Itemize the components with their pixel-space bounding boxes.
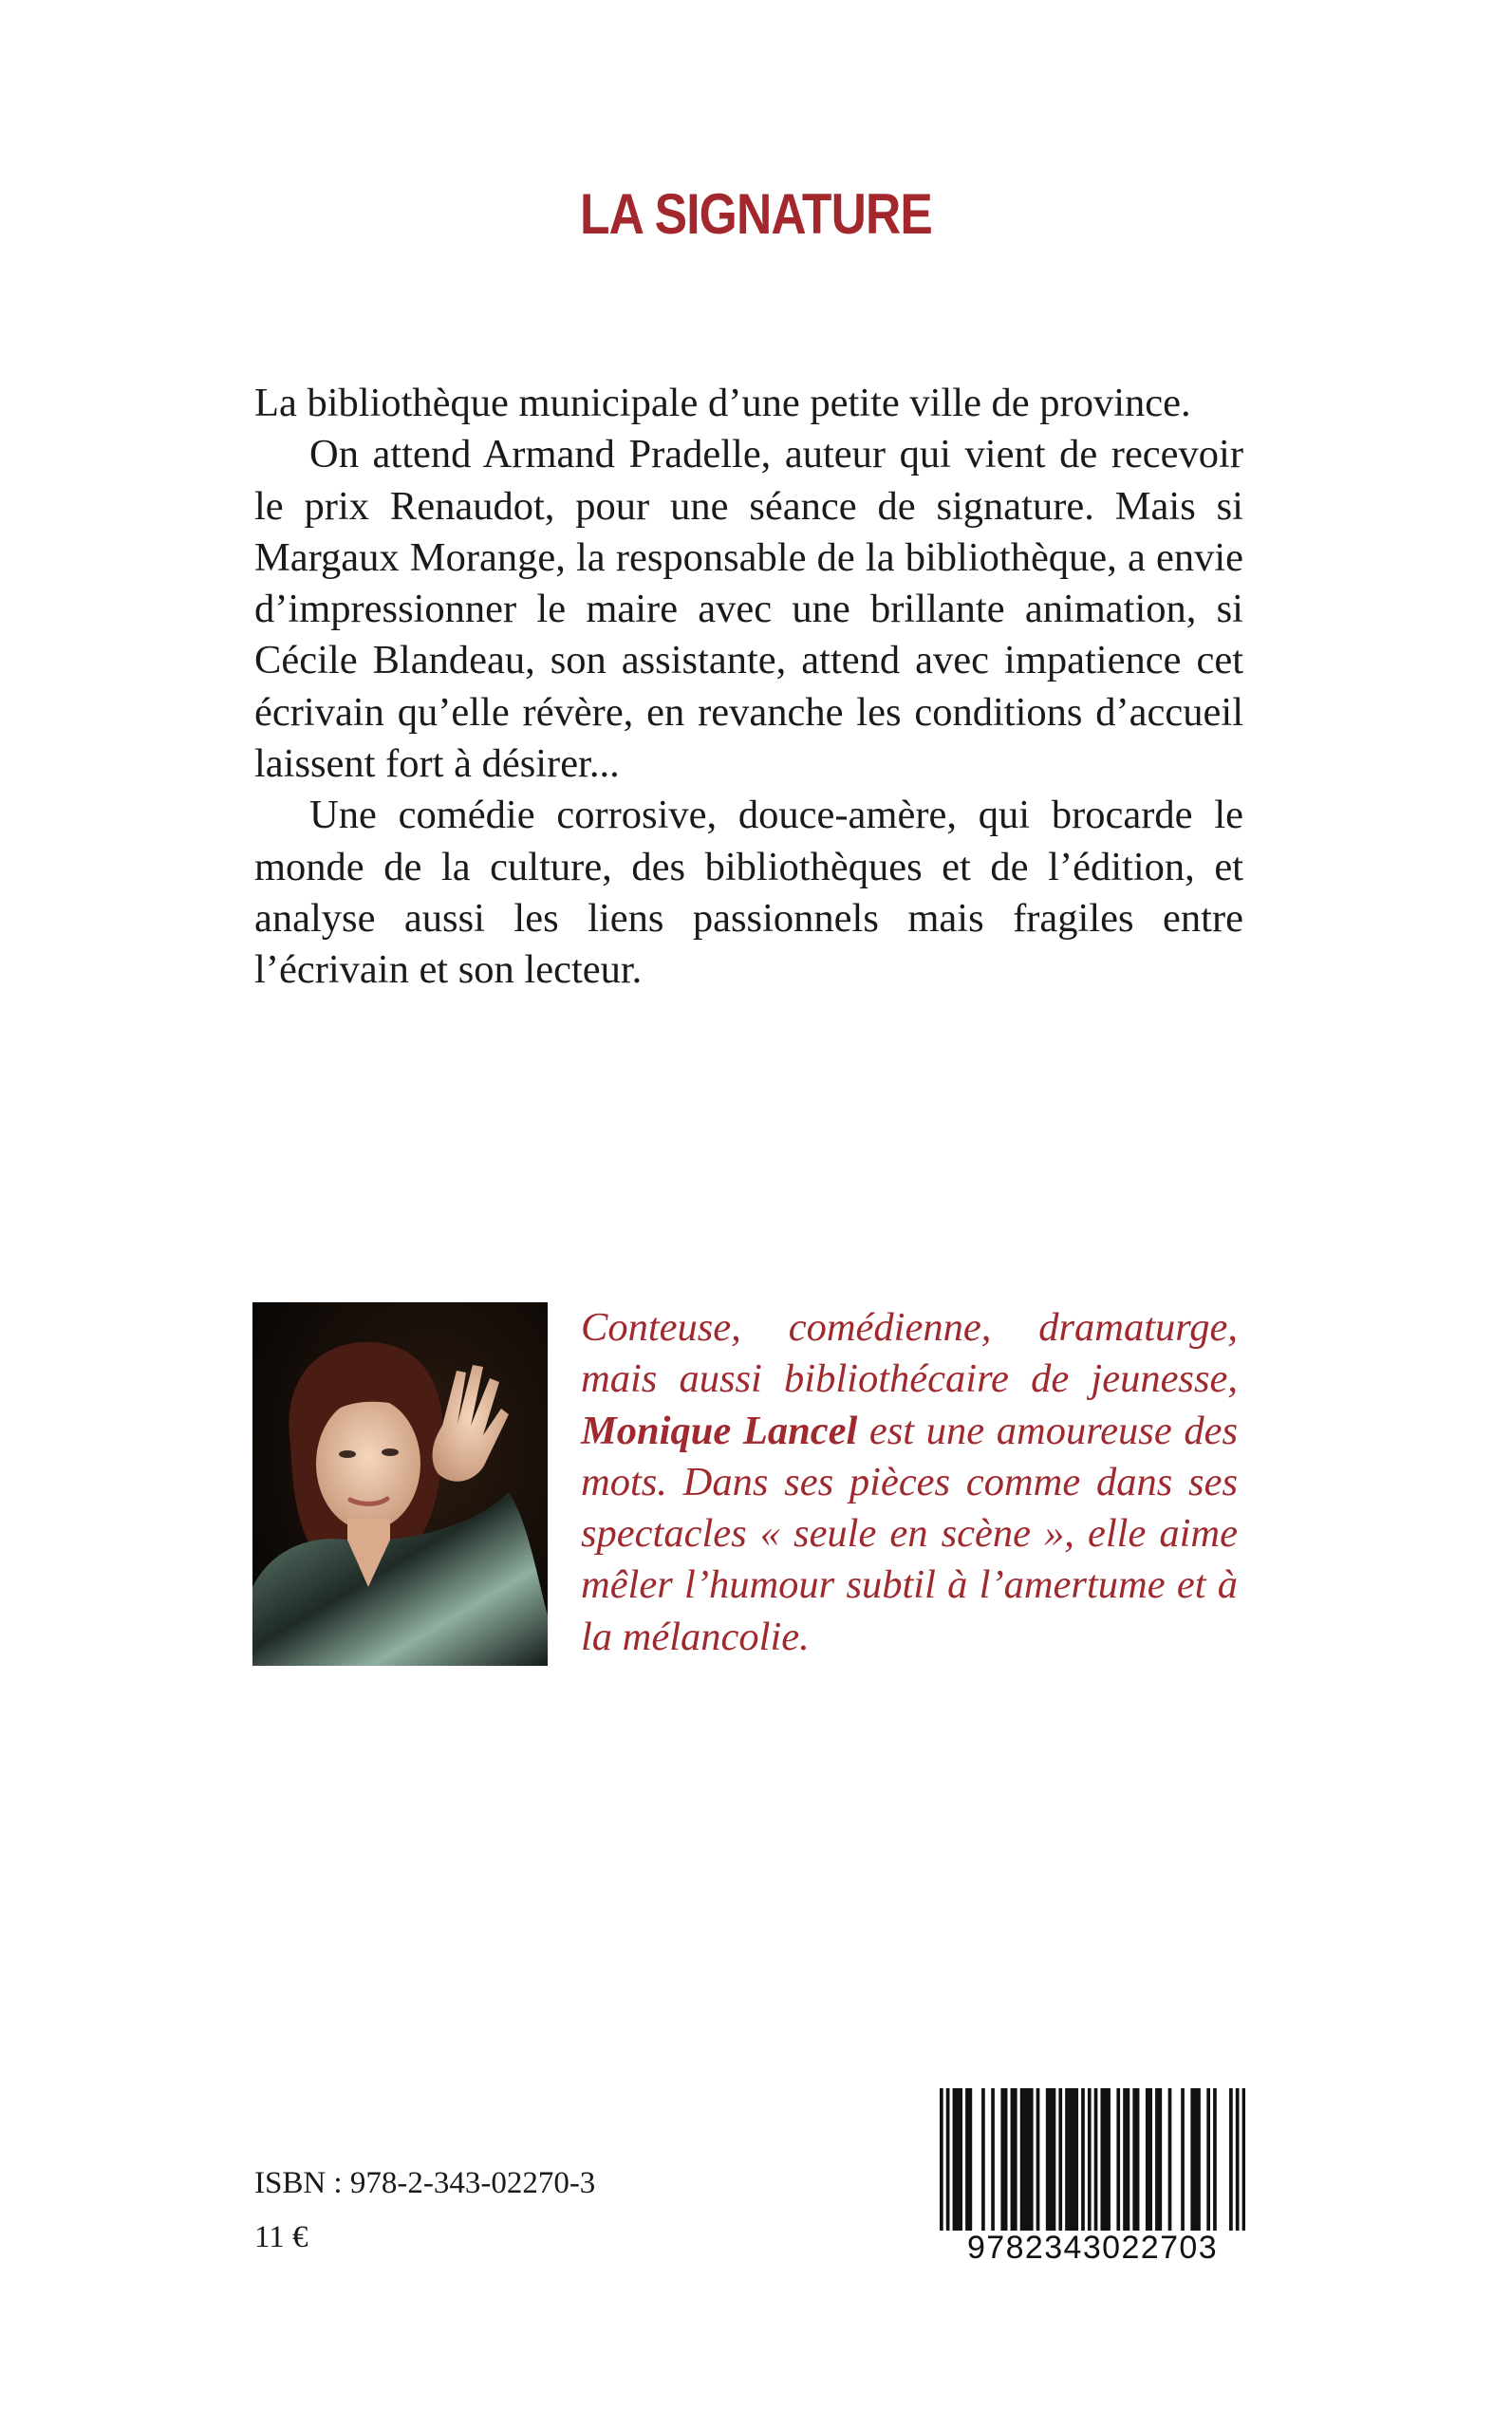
isbn: ISBN : 978-2-343-02270-3 [254, 2166, 596, 2200]
author-photo [252, 1302, 548, 1666]
barcode [940, 2088, 1245, 2265]
author-name: Monique Lancel [581, 1408, 858, 1453]
bio-intro: Conteuse, comédienne, dramaturge, mais aussi bibliothécaire de jeunesse, [581, 1305, 1238, 1402]
author-bio [581, 1302, 1238, 1663]
blurb-paragraph: Une comédie corrosive, douce-amère, qui brocarde le monde de la culture, des bibliothèques et de l’édition, et analyse aussi les liens passionnels mais fragiles entre l’écrivain et son lecteur. [254, 793, 1243, 993]
price: 11 € [254, 2220, 308, 2254]
author-bio-text [581, 1302, 1238, 1663]
bio-rest: est une amoureuse des mots. Dans ses pièces comme dans ses spectacles « seule en scène », elle aime mêler l’humour subtil à l’amertume et à la mélancolie. [581, 1408, 1238, 1659]
blurb-paragraph: La bibliothèque municipale d’une petite ville de province. [254, 381, 1191, 425]
barcode-number: 9782343022703 [940, 2231, 1245, 2265]
book-title: LA SIGNATURE [580, 182, 932, 246]
blurb-paragraph: On attend Armand Pradelle, auteur qui vient de recevoir le prix Renaudot, pour une séance de signature. Mais si Margaux Morange, la responsable de la bibliothèque, a envie d’impressionner le maire avec une brillante animation, si Cécile Blandeau, son assistante, attend avec impatience cet écrivain qu’elle révère, en revanche les conditions d’accueil laissent fort à désirer... [254, 432, 1243, 787]
back-cover-blurb [254, 378, 1243, 997]
